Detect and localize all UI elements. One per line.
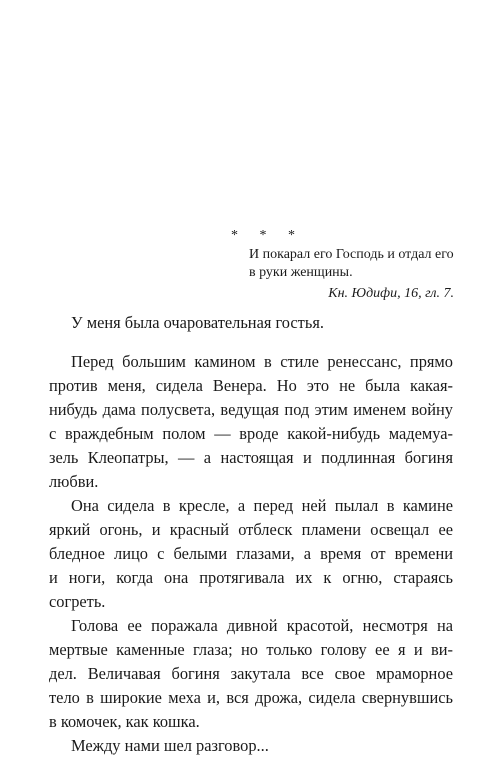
text-line: тело в широкие меха и, вся дрожа, сидела свернувшись xyxy=(49,688,453,707)
section-separator-stars: * * * xyxy=(231,228,304,243)
text-line: согреть. xyxy=(49,592,106,611)
text-line: с враждебным полом — вроде какой-нибудь мадемуа- xyxy=(49,424,453,443)
text-line: мертвые каменные глаза; но только голову ее я и ви- xyxy=(49,640,453,659)
text-line: Перед большим камином в стиле ренессанс, прямо xyxy=(71,352,453,371)
text-line: бледное лицо с белыми глазами, а время от времени xyxy=(49,544,453,563)
text-line: в комочек, как кошка. xyxy=(49,712,200,731)
body-text xyxy=(49,311,453,758)
text-line: яркий огонь, и красный отблеск пламени освещал ее xyxy=(49,520,453,539)
text-line: Голова ее поражала дивной красотой, несмотря на xyxy=(71,616,453,635)
text-line: против меня, сидела Венера. Но это не была какая- xyxy=(49,376,453,395)
text-line: любви. xyxy=(49,472,99,491)
text-line: и ноги, когда она протягивала их к огню, стараясь xyxy=(49,568,453,587)
text-line: нибудь дама полусвета, ведущая под этим именем войну xyxy=(49,400,453,419)
epigraph-line: И покарал его Господь и отдал его xyxy=(249,247,454,262)
text-line: дел. Величавая богиня закутала все свое мраморное xyxy=(49,664,453,683)
epigraph-source: Кн. Юдифи, 16, гл. 7. xyxy=(328,286,454,301)
text-line: зель Клеопатры, — а настоящая и подлинная богиня xyxy=(49,448,453,467)
epigraph xyxy=(249,246,454,303)
text-line: У меня была очаровательная гостья. xyxy=(71,313,324,332)
epigraph-line: в руки женщины. xyxy=(249,265,353,280)
text-line: Между нами шел разговор... xyxy=(71,736,269,755)
text-line: Она сидела в кресле, а перед ней пылал в камине xyxy=(71,496,453,515)
